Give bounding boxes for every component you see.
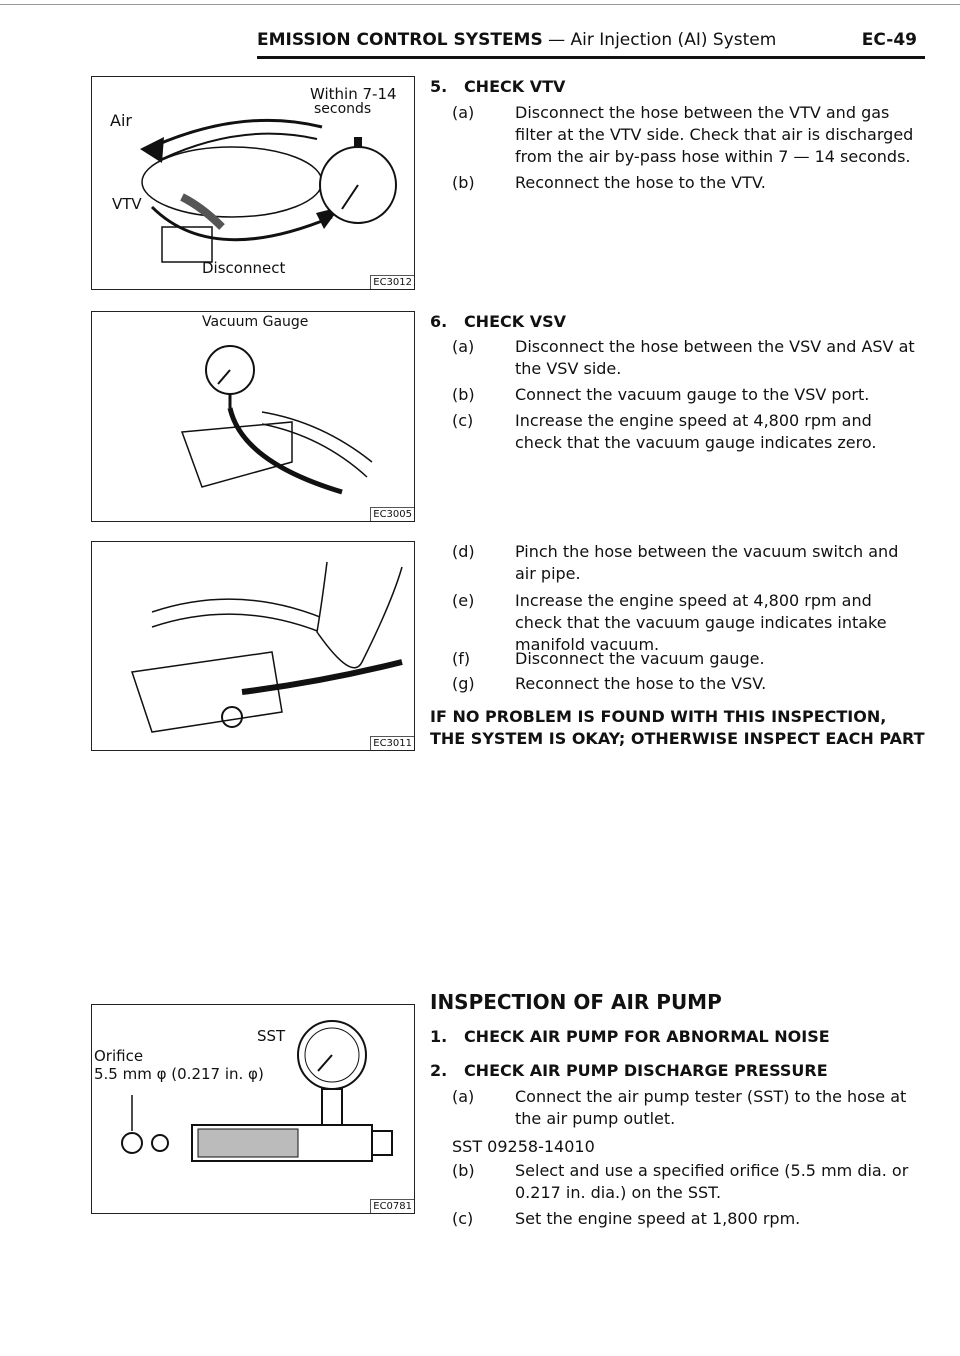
sec6-title: CHECK VSV bbox=[463, 312, 566, 331]
label-air: Air bbox=[110, 111, 132, 130]
item-tag: (b) bbox=[452, 1161, 475, 1180]
top-rule bbox=[0, 4, 960, 5]
figure-code: EC3012 bbox=[370, 275, 414, 289]
step-num: 2. bbox=[430, 1061, 448, 1080]
label-within: Within 7-14 bbox=[310, 85, 397, 103]
pump-item-b bbox=[452, 1160, 922, 1204]
pump-item-a bbox=[452, 1086, 922, 1130]
label-sst: SST bbox=[257, 1027, 286, 1045]
pump-step-1 bbox=[430, 1026, 830, 1048]
item-text: Select and use a specified orifice (5.5 mm dia. or 0.217 in. dia.) on the SST. bbox=[515, 1161, 909, 1202]
figure-air-pump-tester bbox=[91, 1004, 415, 1214]
label-seconds: seconds bbox=[314, 101, 372, 117]
pinch-hose-illustration bbox=[92, 542, 414, 750]
item-text: Disconnect the hose between the VSV and ASV at the VSV side. bbox=[515, 337, 915, 378]
sec6-item-d bbox=[452, 541, 922, 585]
item-tag: (e) bbox=[452, 591, 475, 610]
inspection-notice: IF NO PROBLEM IS FOUND WITH THIS INSPECTION, THE SYSTEM IS OKAY; OTHERWISE INSPECT EACH PART bbox=[430, 707, 925, 748]
label-orifice-size: 5.5 mm φ (0.217 in. φ) bbox=[94, 1065, 264, 1083]
sec5-num: 5. bbox=[430, 77, 448, 96]
pump-item-c bbox=[452, 1208, 922, 1230]
sec6-item-e bbox=[452, 590, 922, 656]
sec6-item-f bbox=[452, 648, 922, 670]
item-tag: (b) bbox=[452, 385, 475, 404]
item-text: Pinch the hose between the vacuum switch and air pipe. bbox=[515, 542, 899, 583]
header-rule bbox=[257, 56, 925, 59]
header-subtitle: — Air Injection (AI) System bbox=[548, 30, 777, 50]
sec5-title: CHECK VTV bbox=[463, 77, 566, 96]
item-tag: (g) bbox=[452, 674, 475, 693]
figure-code: EC3005 bbox=[370, 507, 414, 521]
item-tag: (c) bbox=[452, 1209, 474, 1228]
header-title: EMISSION CONTROL SYSTEMS bbox=[257, 30, 543, 50]
sec5-heading bbox=[430, 76, 565, 98]
figure-pinch-hose bbox=[91, 541, 415, 751]
figure-vacuum-gauge bbox=[91, 311, 415, 522]
label-vtv: VTV bbox=[112, 195, 142, 213]
pump-sst-number bbox=[452, 1136, 922, 1158]
sec6-num: 6. bbox=[430, 312, 448, 331]
sec6-item-a bbox=[452, 336, 922, 380]
item-tag: (a) bbox=[452, 337, 475, 356]
air-pump-tester-illustration bbox=[92, 1005, 414, 1213]
sec6-heading bbox=[430, 311, 566, 333]
item-tag: (a) bbox=[452, 103, 475, 122]
page-header bbox=[257, 30, 925, 50]
sec6-item-b bbox=[452, 384, 922, 406]
label-orifice: Orifice bbox=[94, 1047, 144, 1065]
sec6-item-g bbox=[452, 673, 922, 695]
sec5-item-a bbox=[452, 102, 922, 168]
sec5-item-b bbox=[452, 172, 922, 194]
figure-code: EC0781 bbox=[370, 1199, 414, 1213]
item-text: Disconnect the vacuum gauge. bbox=[515, 649, 765, 668]
item-text: Set the engine speed at 1,800 rpm. bbox=[515, 1209, 801, 1228]
item-text: Increase the engine speed at 4,800 rpm and check that the vacuum gauge indicates intake manifold vacuum. bbox=[515, 591, 887, 654]
step-title: CHECK AIR PUMP DISCHARGE PRESSURE bbox=[463, 1061, 828, 1080]
item-tag: (a) bbox=[452, 1087, 475, 1106]
page-number: EC-49 bbox=[861, 30, 917, 50]
figure-vtv-check bbox=[91, 76, 415, 290]
label-vacuum-gauge: Vacuum Gauge bbox=[202, 314, 309, 330]
item-tag: (b) bbox=[452, 173, 475, 192]
sst-number: SST 09258-14010 bbox=[452, 1137, 595, 1156]
figure-code: EC3011 bbox=[370, 736, 414, 750]
item-tag: (c) bbox=[452, 411, 474, 430]
label-disconnect: Disconnect bbox=[202, 259, 286, 277]
item-text: Reconnect the hose to the VSV. bbox=[515, 674, 767, 693]
item-text: Connect the air pump tester (SST) to the hose at the air pump outlet. bbox=[515, 1087, 907, 1128]
item-text: Disconnect the hose between the VTV and gas filter at the VTV side. Check that air is discharged from the air by-pass hose within 7 — 14 seconds. bbox=[515, 103, 914, 166]
vacuum-gauge-illustration bbox=[92, 312, 414, 521]
pump-heading: INSPECTION OF AIR PUMP bbox=[430, 990, 722, 1014]
item-text: Reconnect the hose to the VTV. bbox=[515, 173, 766, 192]
item-tag: (d) bbox=[452, 542, 475, 561]
step-title: CHECK AIR PUMP FOR ABNORMAL NOISE bbox=[463, 1027, 830, 1046]
item-text: Connect the vacuum gauge to the VSV port. bbox=[515, 385, 870, 404]
pump-step-2 bbox=[430, 1060, 828, 1082]
sec6-item-c bbox=[452, 410, 922, 454]
step-num: 1. bbox=[430, 1027, 448, 1046]
item-text: Increase the engine speed at 4,800 rpm and check that the vacuum gauge indicates zero. bbox=[515, 411, 877, 452]
item-tag: (f) bbox=[452, 649, 471, 668]
